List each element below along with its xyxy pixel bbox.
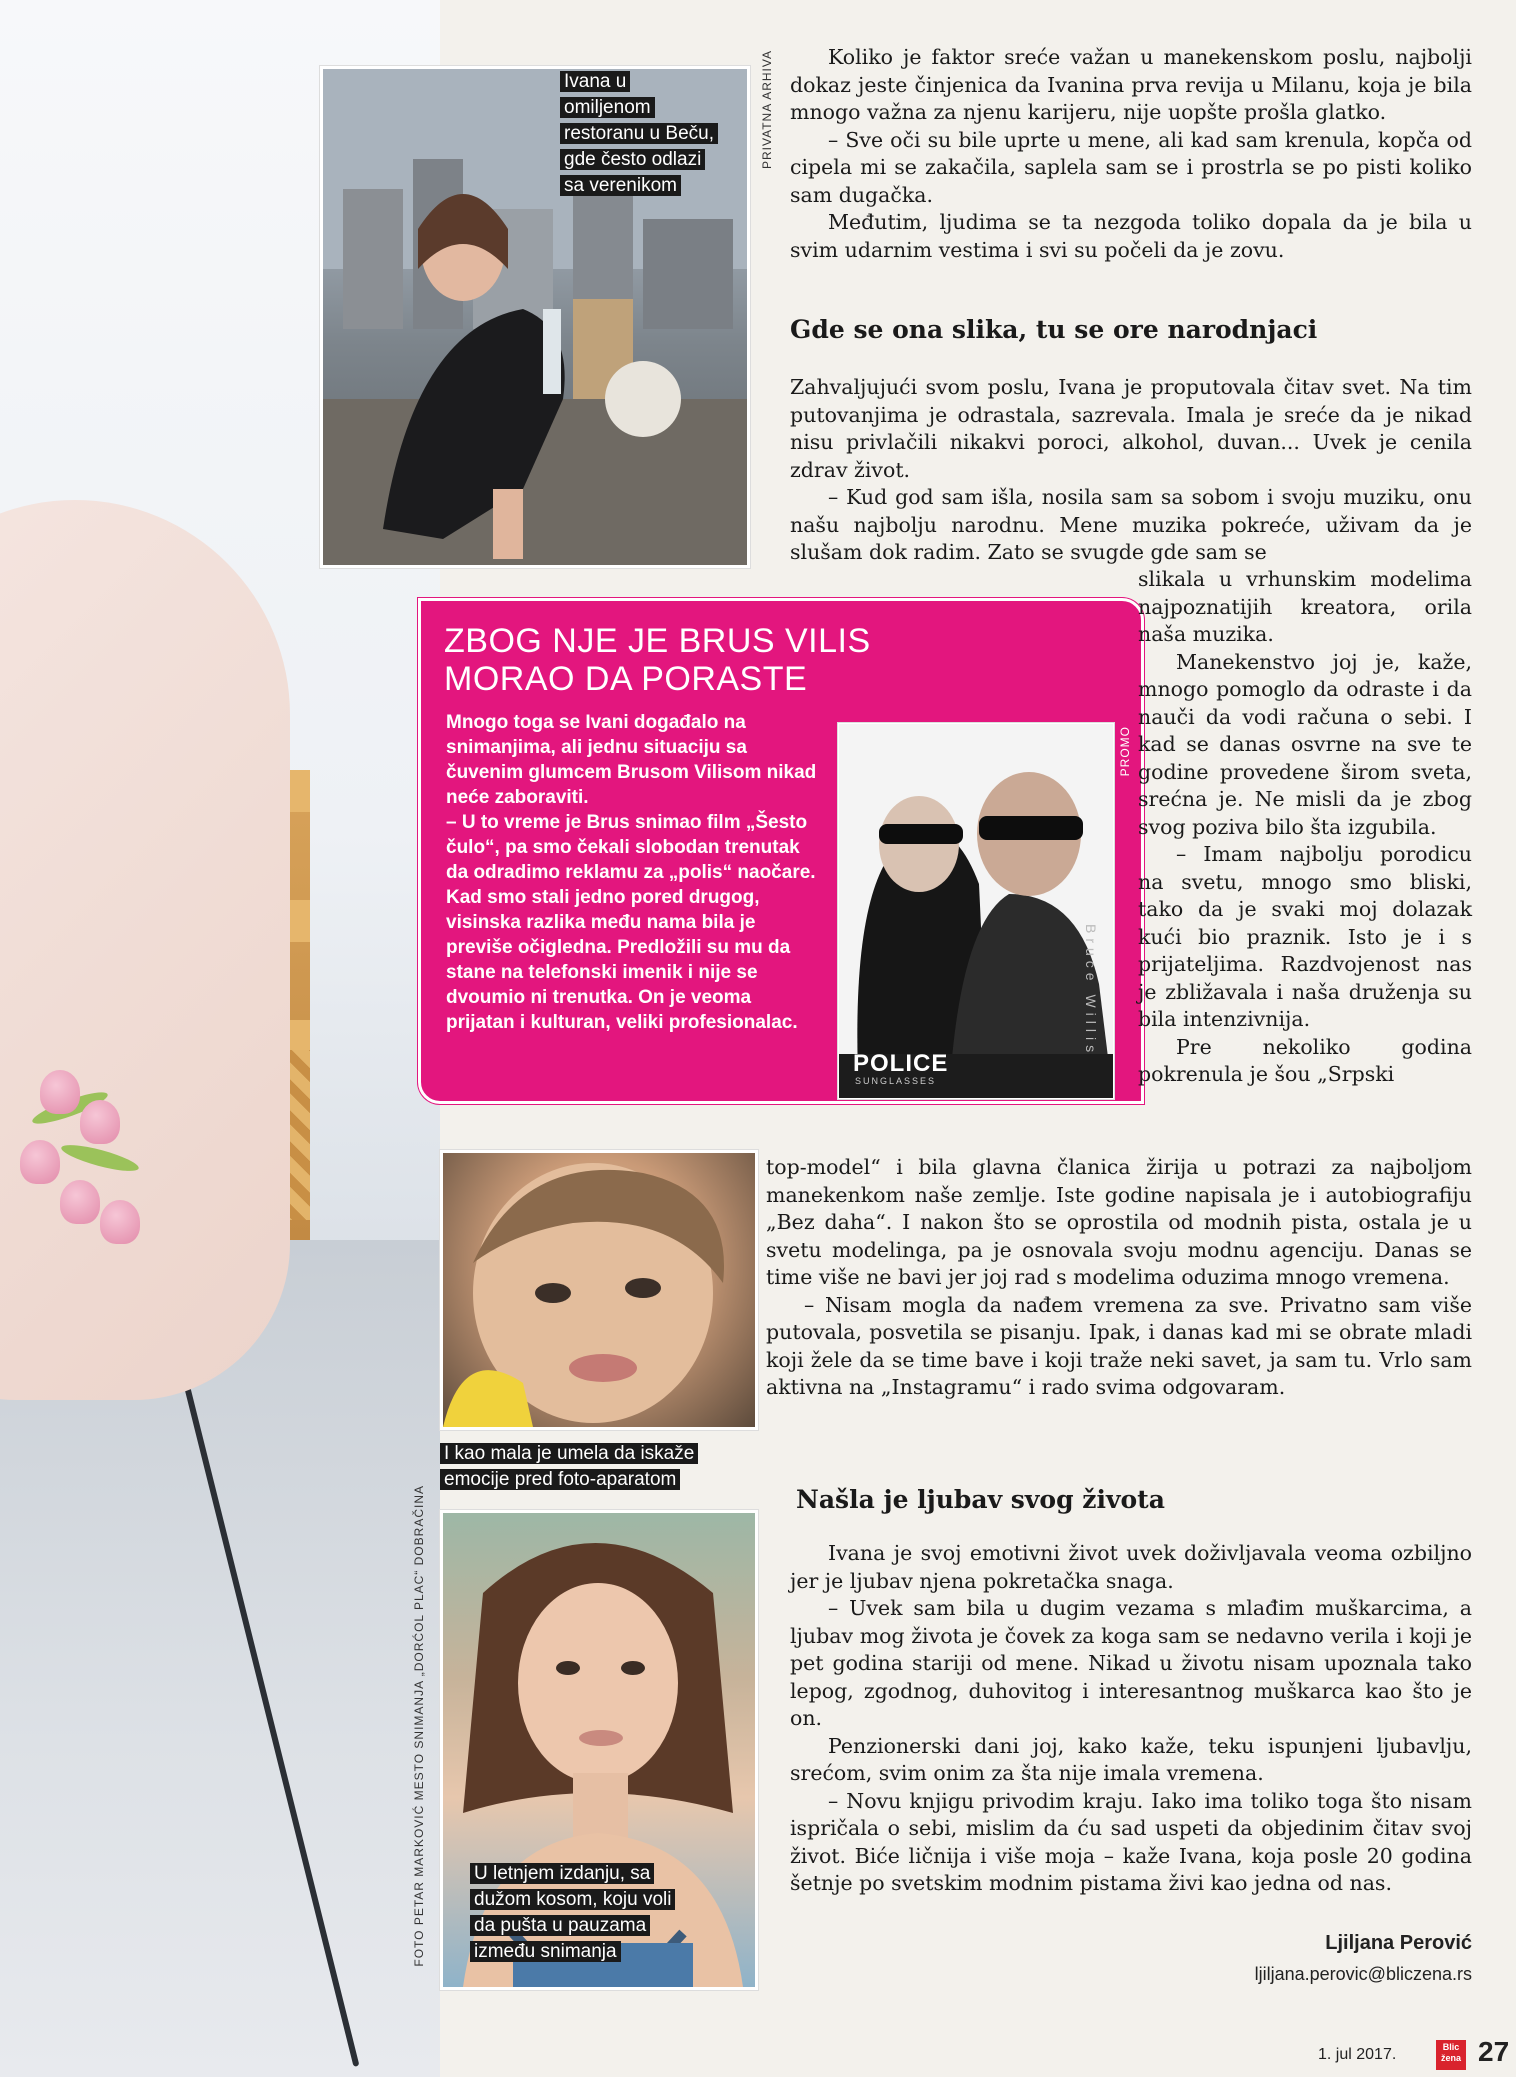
tulip-shape	[20, 1140, 60, 1184]
section-heading: Našla je ljubav svog života	[796, 1485, 1165, 1514]
police-sub: SUNGLASSES	[855, 1076, 937, 1086]
tulip-shape	[80, 1100, 120, 1144]
caption-line: dužom kosom, koju voli	[470, 1889, 675, 1910]
article-section-1-lower	[766, 1154, 1472, 1402]
photo-childhood	[440, 1150, 758, 1430]
article-paragraph: Pre nekoliko godina pokrenula je šou „Srpski	[1138, 1034, 1472, 1086]
caption-line: restoranu u Beču,	[560, 123, 718, 144]
logo-bottom-text: žena	[1440, 2053, 1461, 2063]
article-paragraph: – Imam najbolju porodicu na svetu, mnogo smo bliski, tako da je svaki moj dolazak kući bio praznik. Isto je i s prijateljima. Razdvojenost nas je zbližavala i naša druženja su bila intenzivnija.	[1138, 842, 1472, 1031]
caption-line: emocije pred foto-aparatom	[440, 1469, 680, 1490]
photo-credit-vienna: PRIVATNA ARHIVA	[760, 50, 774, 170]
box-paragraph: Mnogo toga se Ivani događalo na snimanjima, ali jednu situaciju sa čuvenim glumcem Brusom Vilisom nikad neće zaboraviti.	[446, 712, 817, 808]
caption-line: omiljenom	[560, 97, 655, 118]
article-paragraph: – Kud god sam išla, nosila sam sa sobom i svoju muziku, onu našu najbolju narodnu. Mene muzika pokreće, uživam da je slušam dok radim. Zato se svugde gde sam se	[790, 485, 1472, 564]
photo-credit-promo: PROMO	[1118, 726, 1132, 777]
article-paragraph: Manekenstvo joj je, kaže, mnogo pomoglo da odraste i da nauči da vodi računa o sebi. I kad se danas osvrne na sve te godine provedene širom sveta, srećna je. Ne misli da je zbog svog poziva bilo šta izgubila.	[1138, 649, 1472, 839]
police-brand: POLICE	[853, 1050, 949, 1077]
article-paragraph: slikala u vrhunskim modelima najpoznatijih kreatora, orila naša muzika.	[1138, 567, 1472, 646]
section-heading-2-wrap	[796, 1484, 1472, 1516]
box-paragraph: – U to vreme je Brus snimao film „Šesto čulo“, pa smo čekali slobodan trenutak da odradimo reklamu za „polis“ naočare. Kad smo stali jedno pored drugog, visinska razlika među nama bila je previše očigledna. Predložili su mu da stane na telefonski imenik i nije se dvoumio ni trenutka. On je veoma prijatan i kulturan, veliki profesionalac.	[446, 812, 816, 1033]
tulip-shape	[40, 1070, 80, 1114]
caption-line: U letnjem izdanju, sa	[470, 1863, 654, 1884]
article-intro	[790, 44, 1472, 264]
logo-top-text: Blic	[1442, 2042, 1460, 2052]
dress-shape	[0, 500, 290, 1400]
caption-vienna	[560, 70, 740, 200]
page-number: 27	[1478, 2036, 1510, 2067]
article-paragraph: Penzionerski dani joj, kako kaže, teku ispunjeni ljubavlju, srećom, svim onim za šta nije imala vremena.	[790, 1733, 1472, 1785]
article-section-1-narrow	[1138, 566, 1472, 1089]
tulip-shape	[100, 1200, 140, 1244]
article-paragraph: – Uvek sam bila u dugim vezama s mlađim muškarcima, a ljubav mog života je čovek za koga sam se nedavno verila i koji je pet godina stariji od mene. Nikad u životu nisam upoznala tako lepog, zgodnog, duhovitog i interesantnog muškarca kao što je on.	[790, 1596, 1472, 1730]
caption-line: da pušta u pauzama	[470, 1915, 650, 1936]
article-section-2	[790, 1540, 1472, 1898]
police-ad-photo	[838, 723, 1114, 1099]
issue-date: 1. jul 2017.	[1318, 2046, 1397, 2063]
childhood-illustration	[443, 1153, 755, 1427]
article-paragraph: – Novu knjigu privodim kraju. Iako ima toliko toga što nisam ispričala o sebi, mislim da ću sad uspeti da objedinim čitav svoj život. Biće ličnija i više moja – kaže Ivana, koja posle 20 godina šetnje po svetskim modnim pistama živi kao jedna od nas.	[790, 1788, 1472, 1895]
article-section-1-wide	[790, 374, 1472, 567]
article-paragraph: – Sve oči su bile uprte u mene, ali kad sam krenula, kopča od cipela mi se zakačila, saplela sam se i prostrla se po pisti koliko sam dugačka.	[790, 127, 1472, 207]
article-paragraph: Ivana je svoj emotivni život uvek doživljavala veoma ozbiljno jer je ljubav njena pokretačka snaga.	[790, 1541, 1472, 1593]
section-heading-1-wrap	[790, 314, 1472, 346]
police-ad-illustration	[839, 724, 1113, 1098]
caption-childhood	[440, 1442, 780, 1494]
caption-summer	[470, 1862, 740, 1966]
author-email[interactable]: ljiljana.perovic@bliczena.rs	[1254, 1964, 1472, 1984]
magazine-logo	[1436, 2040, 1466, 2070]
article-paragraph: Koliko je faktor sreće važan u manekenskom poslu, najbolji dokaz jeste činjenica da Ivanina prva revija u Milanu, koja je bila mnogo važna za njenu karijeru, nije uopšte prošla glatko.	[790, 45, 1472, 124]
article-paragraph: Međutim, ljudima se ta nezgoda toliko dopala da je bila u svim udarnim vestima i svi su počeli da je zovu.	[790, 210, 1472, 262]
article-paragraph: – Nisam mogla da nađem vremena za sve. Privatno sam više putovala, posvetila se pisanju. Ipak, i danas kad mi se obrate mladi koji žele da se time bave i koji traže neki savet, ja sam tu. Vrlo sam aktivna na „Instagramu“ i rado svima odgovaram.	[766, 1292, 1472, 1399]
article-paragraph: Zahvaljujući svom poslu, Ivana je proputovala čitav svet. Na tim putovanjima je odrastala, sazrevala. Imala je sreće da je nikad nisu privlačili nikakvi poroci, alkohol, duvan... Uvek je cenila zdrav život.	[790, 375, 1472, 482]
caption-line: gde često odlazi	[560, 149, 705, 170]
caption-line: Ivana u	[560, 71, 630, 92]
tulip-shape	[60, 1180, 100, 1224]
caption-line: I kao mala je umela da iskaže	[440, 1443, 698, 1464]
police-name: Bruce Willis	[1083, 924, 1099, 1058]
box-body	[446, 710, 822, 1035]
author-name: Ljiljana Perović	[1325, 1932, 1472, 1954]
article-paragraph: top-model“ i bila glavna članica žirija u potrazi za najboljom manekenkom naše zemlje. Iste godine napisala je i autobiografiju „Bez daha“. I nakon što se oprostila od modnih pista, ostala je u svetu modelinga, pa je osnovala svoju modnu agenciju. Danas se time više ne bavi jer joj rad s modelima oduzima mnogo vremena.	[766, 1155, 1472, 1289]
caption-line: sa verenikom	[560, 175, 681, 196]
section-heading: Gde se ona slika, tu se ore narodnjaci	[790, 315, 1318, 344]
caption-line: između snimanja	[470, 1941, 621, 1962]
photo-credit-bottom: FOTO PETAR MARKOVIĆ MESTO SNIMANJA „DORĆOL PLAC“ DOBRAČINA	[412, 1485, 426, 1967]
box-title: ZBOG NJE JE BRUS VILIS MORAO DA PORASTE	[444, 622, 871, 698]
